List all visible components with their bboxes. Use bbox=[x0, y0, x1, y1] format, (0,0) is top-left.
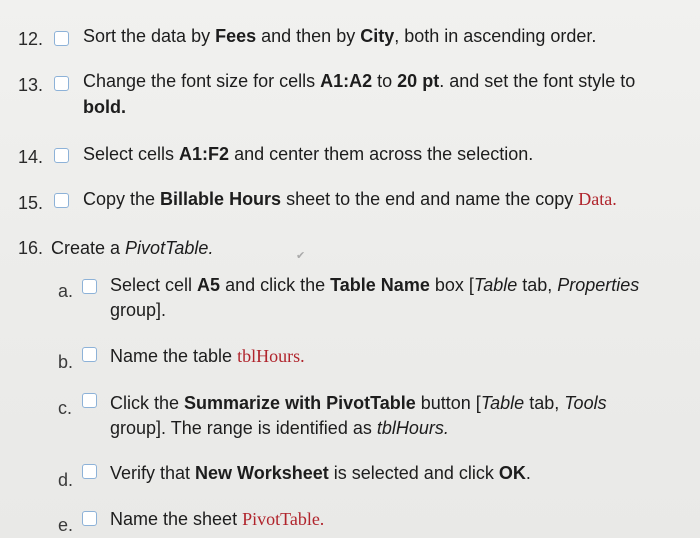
step-text: Copy the Billable Hours sheet to the end and name the copy Data. bbox=[83, 189, 617, 209]
substep-text: Name the table tblHours. bbox=[110, 346, 305, 366]
checkbox[interactable] bbox=[54, 148, 69, 163]
step-text: Select cells A1:F2 and center them across the selection. bbox=[83, 144, 534, 164]
checkbox[interactable] bbox=[54, 193, 69, 208]
substep-text: Name the sheet PivotTable. bbox=[110, 509, 325, 529]
step-text: Sort the data by Fees and then by City, both in ascending order. bbox=[83, 26, 597, 46]
checkbox[interactable] bbox=[82, 511, 97, 526]
substep-text-continued: group]. The range is identified as tblHours. bbox=[110, 418, 449, 438]
substep-text: Verify that New Worksheet is selected and click OK. bbox=[110, 463, 531, 483]
substep-text: Click the Summarize with PivotTable button [Table tab, Tools bbox=[110, 393, 607, 413]
substep-letter: b. bbox=[58, 352, 74, 372]
substep-letter: a. bbox=[58, 281, 74, 301]
step-number: 15. bbox=[18, 193, 44, 213]
substep-letter: d. bbox=[58, 470, 74, 490]
checkbox[interactable] bbox=[82, 347, 97, 362]
checkbox[interactable] bbox=[54, 76, 69, 91]
step-number: 14. bbox=[18, 147, 44, 167]
substep-letter: e. bbox=[58, 515, 74, 535]
substep-text-continued: group]. bbox=[110, 300, 167, 320]
step-text-continued: bold. bbox=[83, 97, 126, 117]
substep-text: Select cell A5 and click the Table Name box [Table tab, Properties bbox=[110, 275, 640, 295]
step-number: 13. bbox=[18, 75, 44, 95]
checkbox[interactable] bbox=[82, 464, 97, 479]
step-text: Create a PivotTable. bbox=[51, 238, 214, 258]
checkbox[interactable] bbox=[82, 279, 97, 294]
checkbox[interactable] bbox=[54, 31, 69, 46]
step-number: 16. bbox=[18, 238, 44, 258]
checkbox[interactable] bbox=[82, 393, 97, 408]
stray-mark: ✔ bbox=[296, 250, 306, 262]
step-text: Change the font size for cells A1:A2 to 20 pt. and set the font style to bbox=[83, 71, 636, 91]
substep-letter: c. bbox=[58, 398, 73, 418]
step-number: 12. bbox=[18, 29, 44, 49]
